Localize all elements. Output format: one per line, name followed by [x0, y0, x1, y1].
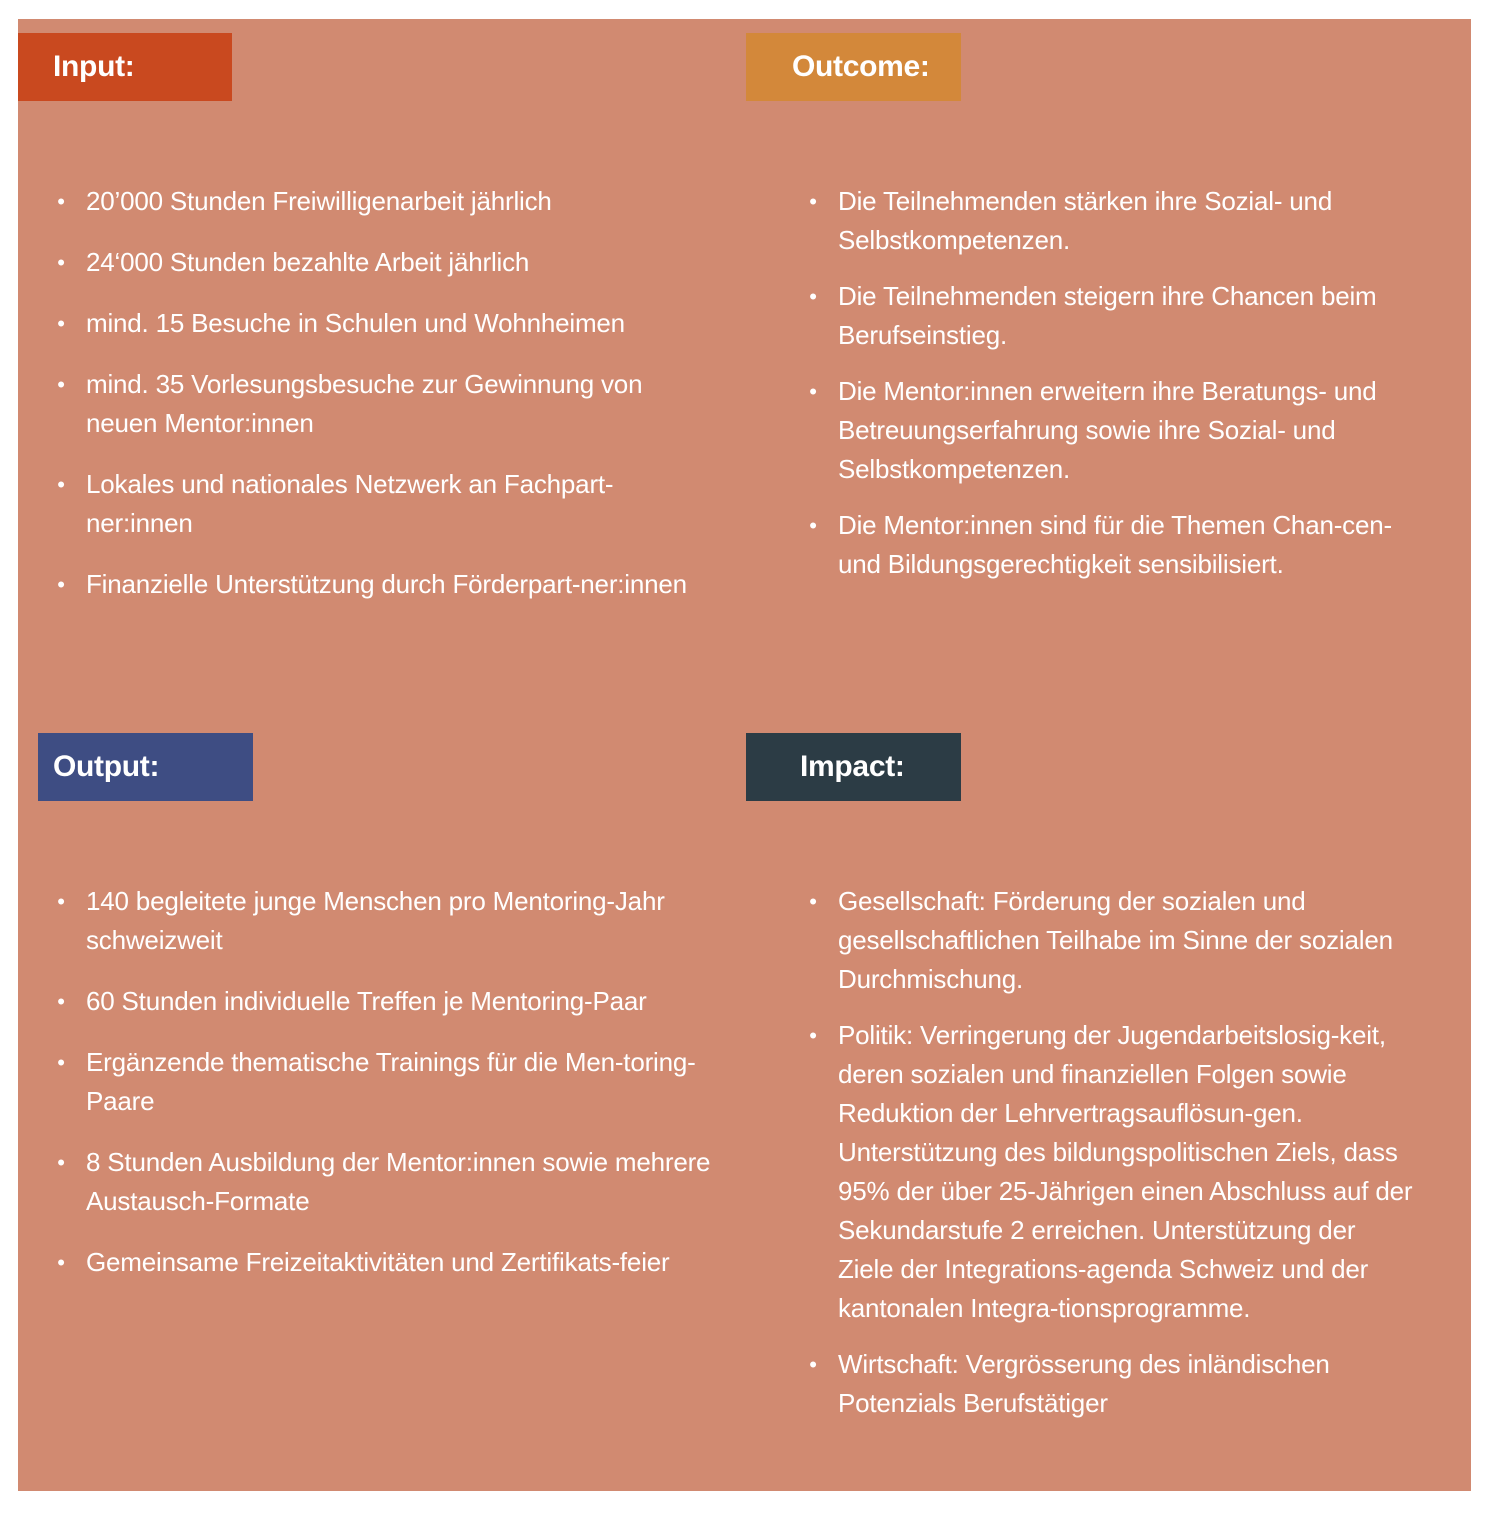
output-list: [54, 882, 714, 1304]
bullet-icon: •: [809, 1023, 817, 1048]
impact-list: [806, 882, 1416, 1440]
list-item: [806, 182, 1416, 260]
list-item: [54, 1143, 714, 1221]
list-item-text: Lokales und nationales Netzwerk an Fachpart-ner:innen: [86, 469, 614, 538]
outcome-list: [806, 182, 1416, 601]
list-item-text: 24‘000 Stunden bezahlte Arbeit jährlich: [86, 247, 530, 277]
list-item-text: Die Teilnehmenden stärken ihre Sozial- und Selbstkompetenzen.: [838, 186, 1333, 255]
list-item: [54, 1043, 714, 1121]
input-list: [54, 182, 714, 626]
list-item: [54, 565, 714, 604]
bullet-icon: •: [809, 379, 817, 404]
list-item-text: Ergänzende thematische Trainings für die Men-toring-Paare: [86, 1047, 696, 1116]
list-item-text: Politik: Verringerung der Jugendarbeitslosig-keit, deren sozialen und finanziellen Folgen sowie Reduktion der Lehrvertragsauflösun-gen. Unterstützung des bildungspolitischen Ziels, dass 95% der über 25-Jährigen einen Abschluss auf der Sekundarstufe 2 erreichen. Unterstützung der Ziele der Integrations-agenda Schweiz und der kantonalen Integra-tionsprogramme.: [838, 1020, 1413, 1323]
list-item-text: mind. 15 Besuche in Schulen und Wohnheimen: [86, 308, 625, 338]
bullet-icon: •: [57, 989, 65, 1014]
input-heading: Input:: [18, 33, 232, 101]
output-heading: Output:: [38, 733, 253, 801]
bullet-icon: •: [809, 513, 817, 538]
list-item-text: 60 Stunden individuelle Treffen je Mentoring-Paar: [86, 986, 647, 1016]
list-item-text: Gesellschaft: Förderung der sozialen und gesellschaftlichen Teilhabe im Sinne der sozialen Durchmischung.: [838, 886, 1393, 994]
list-item-text: 8 Stunden Ausbildung der Mentor:innen sowie mehrere Austausch-Formate: [86, 1147, 711, 1216]
bullet-icon: •: [57, 572, 65, 597]
list-item-text: 20’000 Stunden Freiwilligenarbeit jährlich: [86, 186, 552, 216]
list-item: [54, 982, 714, 1021]
list-item-text: Wirtschaft: Vergrösserung des inländischen Potenzials Berufstätiger: [838, 1349, 1330, 1418]
list-item-text: Die Mentor:innen sind für die Themen Chan-cen- und Bildungsgerechtigkeit sensibilisiert.: [838, 510, 1392, 579]
bullet-icon: •: [809, 1352, 817, 1377]
list-item: [806, 372, 1416, 489]
bullet-icon: •: [57, 1250, 65, 1275]
bullet-icon: •: [57, 1050, 65, 1075]
bullet-icon: •: [57, 472, 65, 497]
bullet-icon: •: [57, 1150, 65, 1175]
list-item: [806, 1016, 1416, 1328]
impact-heading: Impact:: [746, 733, 961, 801]
outcome-heading: Outcome:: [746, 33, 961, 101]
impact-model-panel: [18, 19, 1471, 1491]
list-item-text: Finanzielle Unterstützung durch Förderpart-ner:innen: [86, 569, 687, 599]
list-item: [54, 465, 714, 543]
bullet-icon: •: [57, 889, 65, 914]
list-item: [54, 882, 714, 960]
list-item: [806, 882, 1416, 999]
bullet-icon: •: [57, 372, 65, 397]
list-item: [54, 243, 714, 282]
bullet-icon: •: [809, 284, 817, 309]
bullet-icon: •: [57, 250, 65, 275]
bullet-icon: •: [57, 189, 65, 214]
list-item-text: mind. 35 Vorlesungsbesuche zur Gewinnung von neuen Mentor:innen: [86, 369, 643, 438]
list-item-text: 140 begleitete junge Menschen pro Mentoring-Jahr schweizweit: [86, 886, 665, 955]
list-item: [806, 277, 1416, 355]
list-item: [54, 1243, 714, 1282]
bullet-icon: •: [57, 311, 65, 336]
bullet-icon: •: [809, 889, 817, 914]
list-item-text: Die Teilnehmenden steigern ihre Chancen beim Berufseinstieg.: [838, 281, 1377, 350]
list-item-text: Die Mentor:innen erweitern ihre Beratungs- und Betreuungserfahrung sowie ihre Sozial- und Selbstkompetenzen.: [838, 376, 1377, 484]
list-item: [54, 304, 714, 343]
list-item: [54, 365, 714, 443]
bullet-icon: •: [809, 189, 817, 214]
list-item: [806, 1345, 1416, 1423]
list-item-text: Gemeinsame Freizeitaktivitäten und Zertifikats-feier: [86, 1247, 670, 1277]
list-item: [54, 182, 714, 221]
list-item: [806, 506, 1416, 584]
